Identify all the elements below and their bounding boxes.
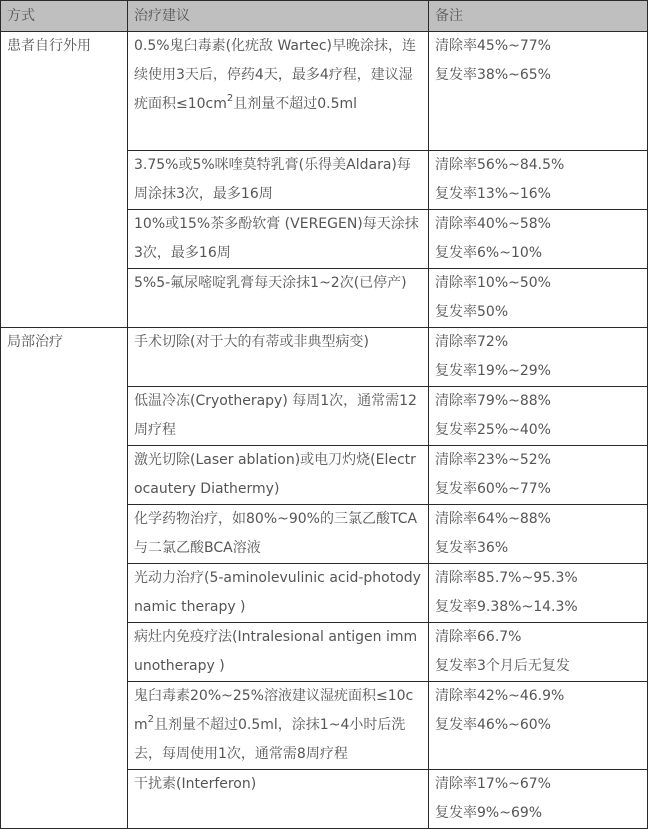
clearance-rate: 清除率42%~46.9% bbox=[435, 688, 565, 704]
clearance-rate: 清除率23%~52% bbox=[435, 452, 551, 468]
notes-cell bbox=[429, 505, 648, 564]
notes-cell bbox=[429, 387, 648, 446]
advice-cell: 手术切除(对于大的有蒂或非典型病变) bbox=[128, 328, 429, 387]
notes-cell bbox=[429, 564, 648, 623]
notes-cell bbox=[429, 328, 648, 387]
recurrence-rate: 复发率38%~65% bbox=[435, 67, 551, 83]
advice-text-cont: 且剂量不超过0.5ml bbox=[233, 96, 358, 112]
notes-cell bbox=[429, 623, 648, 682]
header-notes: 备注 bbox=[429, 1, 648, 32]
clearance-rate: 清除率45%~77% bbox=[435, 38, 551, 54]
clearance-rate: 清除率64%~88% bbox=[435, 511, 551, 527]
clearance-rate: 清除率40%~58% bbox=[435, 216, 551, 232]
recurrence-rate: 复发率19%~29% bbox=[435, 363, 551, 379]
clearance-rate: 清除率79%~88% bbox=[435, 393, 551, 409]
advice-cell: 10%或15%茶多酚软膏 (VEREGEN)每天涂抹3次，最多16周 bbox=[128, 210, 429, 269]
advice-cell: 激光切除(Laser ablation)或电刀灼烧(Electrocautery Diathermy) bbox=[128, 446, 429, 505]
notes-cell bbox=[429, 269, 648, 328]
method-cell: 患者自行外用 bbox=[1, 32, 128, 328]
header-row bbox=[1, 1, 648, 32]
notes-cell bbox=[429, 446, 648, 505]
advice-cell: 干扰素(Interferon) bbox=[128, 770, 429, 829]
table-row bbox=[1, 32, 648, 151]
advice-cell: 低温冷冻(Cryotherapy) 每周1次，通常需12周疗程 bbox=[128, 387, 429, 446]
advice-cell: 5%5-氟尿嘧啶乳膏每天涂抹1~2次(已停产) bbox=[128, 269, 429, 328]
advice-cell: 病灶内免疫疗法(Intralesional antigen immunotherapy ) bbox=[128, 623, 429, 682]
clearance-rate: 清除率85.7%~95.3% bbox=[435, 570, 578, 586]
recurrence-rate: 复发率50% bbox=[435, 304, 509, 320]
advice-cell: 化学药物治疗，如80%~90%的三氯乙酸TCA与二氯乙酸BCA溶液 bbox=[128, 505, 429, 564]
header-advice: 治疗建议 bbox=[128, 1, 429, 32]
notes-cell bbox=[429, 210, 648, 269]
recurrence-rate: 复发率13%~16% bbox=[435, 186, 551, 202]
notes-cell bbox=[429, 151, 648, 210]
advice-text-cont: 且剂量不超过0.5ml，涂抹1~4小时后洗去，每周使用1次，通常需8周疗程 bbox=[134, 717, 406, 762]
recurrence-rate: 复发率25%~40% bbox=[435, 422, 551, 438]
superscript: 2 bbox=[147, 714, 155, 726]
clearance-rate: 清除率17%~67% bbox=[435, 776, 551, 792]
clearance-rate: 清除率10%~50% bbox=[435, 275, 551, 291]
recurrence-rate: 复发率9%~69% bbox=[435, 805, 543, 821]
clearance-rate: 清除率72% bbox=[435, 334, 509, 350]
clearance-rate: 清除率56%~84.5% bbox=[435, 157, 565, 173]
notes-cell bbox=[429, 682, 648, 770]
recurrence-rate: 复发率9.38%~14.3% bbox=[435, 599, 578, 615]
advice-cell: 光动力治疗(5-aminolevulinic acid-photodynamic therapy ) bbox=[128, 564, 429, 623]
advice-cell bbox=[128, 32, 429, 151]
recurrence-rate: 复发率36% bbox=[435, 540, 509, 556]
advice-text: 0.5%鬼臼毒素(化疣敌 Wartec)早晚涂抹，连续使用3天后，停药4天，最多4疗程，建议湿疣面积≤10cm bbox=[134, 38, 417, 112]
advice-cell: 3.75%或5%咪喹莫特乳膏(乐得美Aldara)每周涂抹3次，最多16周 bbox=[128, 151, 429, 210]
method-cell: 局部治疗 bbox=[1, 328, 128, 829]
advice-cell bbox=[128, 682, 429, 770]
clearance-rate: 清除率66.7% bbox=[435, 629, 522, 645]
notes-cell bbox=[429, 770, 648, 829]
recurrence-rate: 复发率60%~77% bbox=[435, 481, 551, 497]
recurrence-rate: 复发率3个月后无复发 bbox=[435, 658, 570, 674]
table-row bbox=[1, 328, 648, 387]
notes-cell bbox=[429, 32, 648, 151]
recurrence-rate: 复发率46%~60% bbox=[435, 717, 551, 733]
advice-text: 鬼臼毒素20%~25%溶液建议湿疣面积≤10cm bbox=[134, 688, 414, 733]
superscript: 2 bbox=[226, 93, 234, 105]
recurrence-rate: 复发率6%~10% bbox=[435, 245, 543, 261]
header-method: 方式 bbox=[1, 1, 128, 32]
